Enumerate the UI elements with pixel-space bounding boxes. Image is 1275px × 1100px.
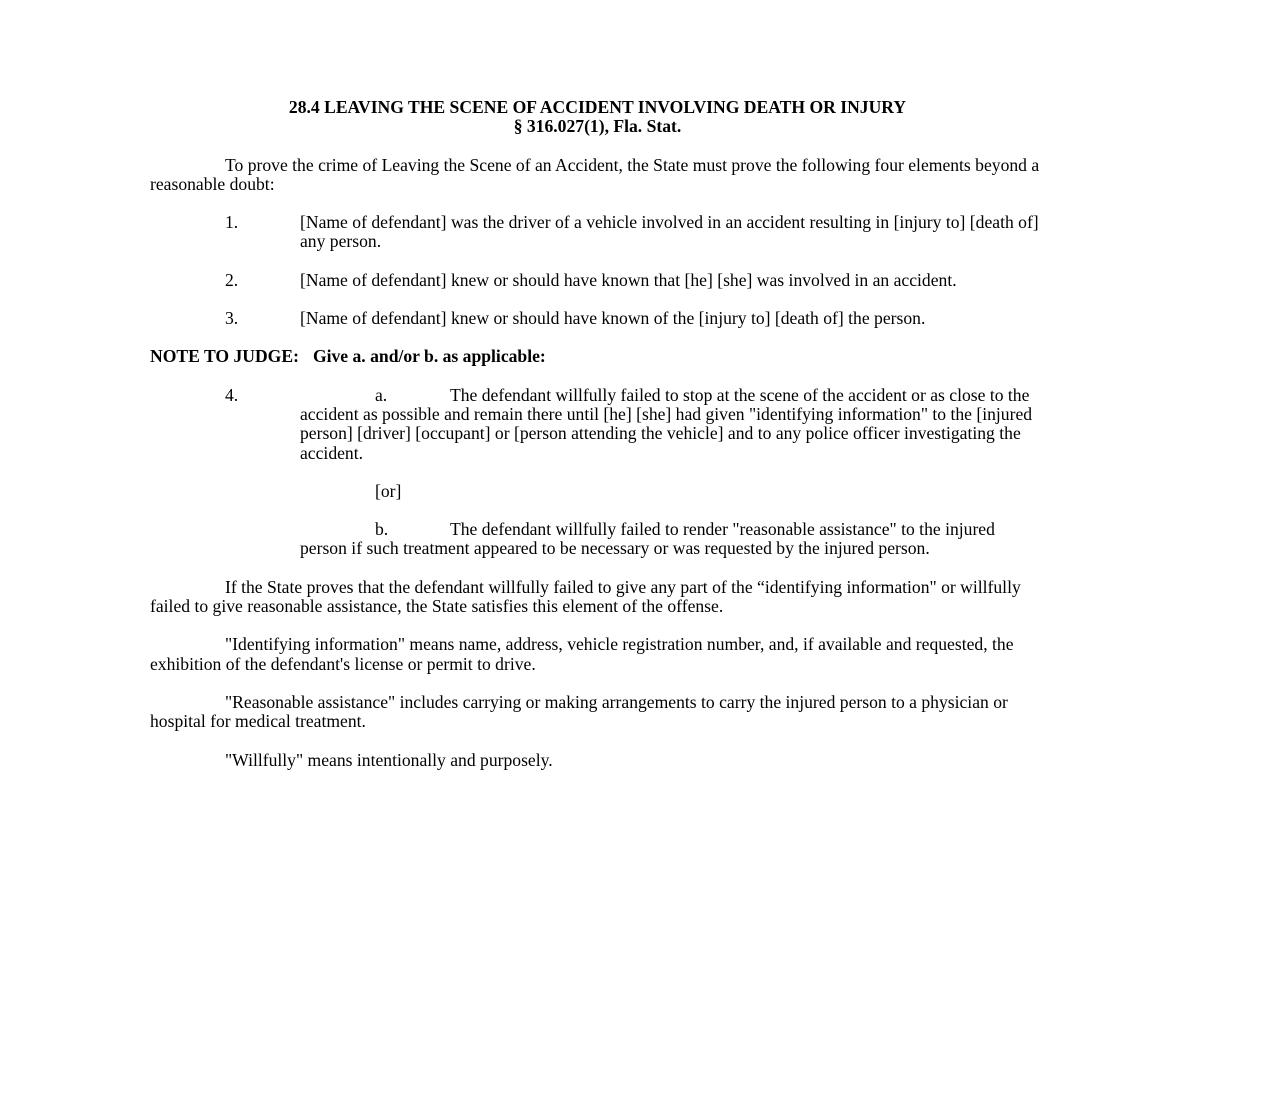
option-text: The defendant willfully failed to stop at the scene of the accident or as close to the accident as possible and remain there until [he] [she] had given "identifying information" to the [injured person] [driver] [occupant] or [person attending the vehicle] and to any police officer investigating the accident. [300, 384, 1033, 463]
definition-reasonable-assistance: "Reasonable assistance" includes carrying or making arrangements to carry the injured person to a physician or hospital for medical treatment. [150, 691, 1008, 732]
option-letter: b. [375, 519, 389, 540]
element-number: 4. [225, 384, 239, 405]
option-text: The defendant willfully failed to render "reasonable assistance" to the injured person if such treatment appeared to be necessary or was requested by the injured person. [300, 519, 995, 559]
or-separator: [or] [375, 480, 402, 501]
element-item [150, 271, 1045, 290]
note-to-judge [150, 347, 1045, 366]
definition-willfully: "Willfully" means intentionally and purposely. [225, 749, 553, 770]
element-item [150, 309, 1045, 328]
element-number: 2. [225, 269, 239, 290]
element-number: 3. [225, 308, 239, 329]
element-item [150, 213, 1045, 252]
note-label: NOTE TO JUDGE: [150, 346, 299, 367]
document-title [150, 98, 1045, 137]
document-page [150, 98, 1045, 770]
element-4-option-b [150, 520, 1045, 559]
definition-identifying-information: "Identifying information" means name, address, vehicle registration number, and, if available and requested, the exhibition of the defendant's license or permit to drive. [150, 634, 1014, 674]
title-line-1: 28.4 LEAVING THE SCENE OF ACCIDENT INVOLVING DEATH OR INJURY [288, 97, 907, 117]
body-paragraph: If the State proves that the defendant willfully failed to give any part of the “identifying information" or willfully failed to give reasonable assistance, the State satisfies this element of the offense. [150, 576, 1021, 617]
option-letter: a. [375, 384, 388, 405]
note-text: Give a. and/or b. as applicable: [312, 346, 546, 367]
element-text: [Name of defendant] knew or should have known of the [injury to] [death of] the person. [300, 308, 926, 329]
title-line-2: § 316.027(1), Fla. Stat. [513, 116, 682, 137]
element-number: 1. [225, 212, 239, 233]
element-4-option-a [150, 386, 1045, 463]
element-text: [Name of defendant] knew or should have known that [he] [she] was involved in an accident. [300, 269, 957, 290]
element-text: [Name of defendant] was the driver of a vehicle involved in an accident resulting in [injury to] [death of] any person. [300, 212, 1039, 252]
intro-paragraph: To prove the crime of Leaving the Scene of an Accident, the State must prove the following four elements beyond a reasonable doubt: [150, 154, 1040, 194]
